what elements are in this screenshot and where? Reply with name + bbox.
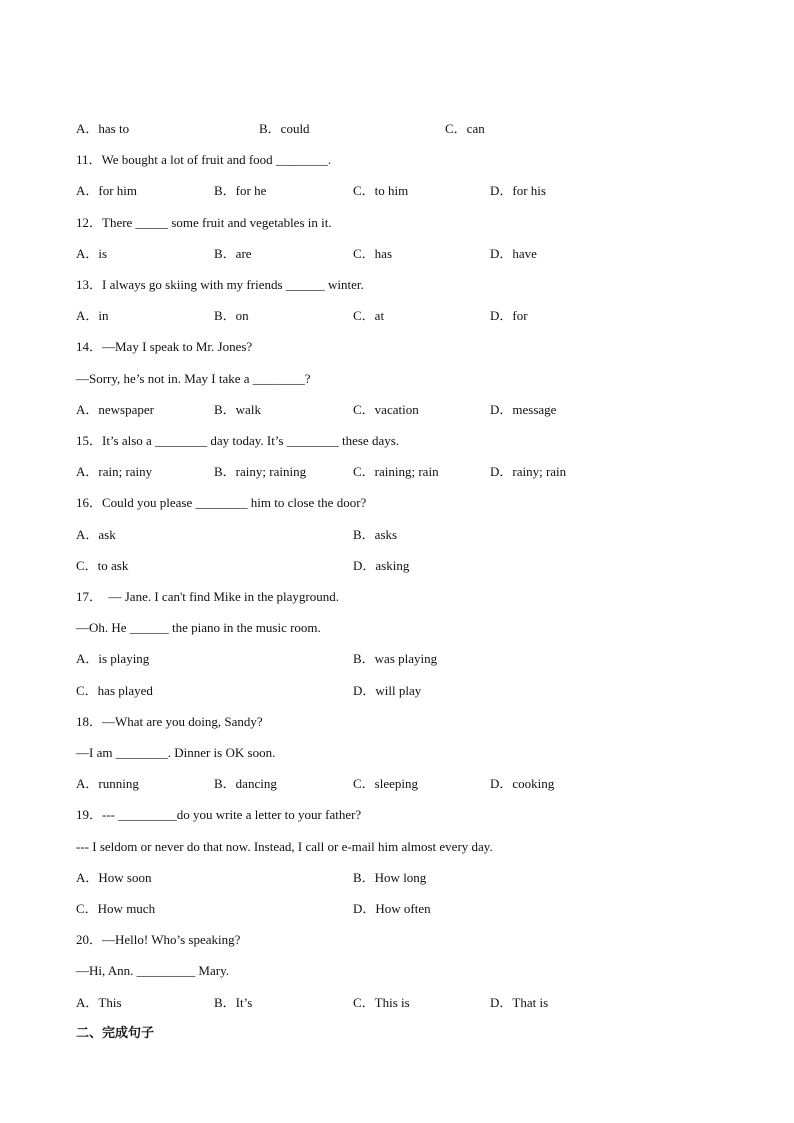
q14-option-a: A．newspaper (76, 402, 154, 417)
q14-stem: 14．—May I speak to Mr. Jones? (76, 339, 253, 354)
q16-option-a: A．ask (76, 527, 116, 542)
q20-stem: 20．—Hello! Who’s speaking? (76, 932, 241, 947)
q18-option-d: D．cooking (490, 776, 555, 791)
q19-option-b: B．How long (353, 870, 427, 885)
q11-option-a: A．for him (76, 183, 138, 198)
q13-option-c: C．at (353, 308, 385, 323)
q11-option-c: C．to him (353, 183, 409, 198)
q15-option-c: C．raining; rain (353, 464, 439, 479)
q12-option-a: A．is (76, 246, 108, 261)
q15-option-a: A．rain; rainy (76, 464, 153, 479)
q12-option-b: B．are (214, 246, 252, 261)
q11-option-d: D．for his (490, 183, 546, 198)
q17-option-a: A．is playing (76, 651, 150, 666)
q19-option-d: D．How often (353, 901, 431, 916)
q17-option-c: C．has played (76, 683, 153, 698)
q18-stem: 18．—What are you doing, Sandy? (76, 714, 263, 729)
q12-option-d: D．have (490, 246, 537, 261)
q20-stem-reply: —Hi, Ann. _________ Mary. (76, 963, 229, 978)
q19-option-c: C．How much (76, 901, 156, 916)
q14-option-c: C．vacation (353, 402, 419, 417)
q10-option-a: A．has to (76, 121, 130, 136)
q20-option-c: C．This is (353, 995, 410, 1010)
q19-stem-reply: --- I seldom or never do that now. Instead, I call or e-mail him almost every day. (76, 839, 493, 854)
q18-option-a: A．running (76, 776, 139, 791)
q19-option-a: A．How soon (76, 870, 152, 885)
q16-stem: 16．Could you please ________ him to close the door? (76, 495, 367, 510)
q20-option-b: B．It’s (214, 995, 253, 1010)
q13-option-d: D．for (490, 308, 528, 323)
q15-option-b: B．rainy; raining (214, 464, 307, 479)
q14-stem-reply: —Sorry, he’s not in. May I take a ________? (76, 371, 311, 386)
q18-stem-reply: —I am ________. Dinner is OK soon. (76, 745, 276, 760)
q16-option-d: D．asking (353, 558, 410, 573)
q15-stem: 15．It’s also a ________ day today. It’s ________ these days. (76, 433, 400, 448)
q14-option-b: B．walk (214, 402, 261, 417)
q15-option-d: D．rainy; rain (490, 464, 567, 479)
q16-option-b: B．asks (353, 527, 398, 542)
q14-option-d: D．message (490, 402, 557, 417)
q18-option-c: C．sleeping (353, 776, 418, 791)
q11-stem: 11．We bought a lot of fruit and food ________. (76, 152, 332, 167)
q20-option-d: D．That is (490, 995, 549, 1010)
q12-option-c: C．has (353, 246, 393, 261)
q13-option-b: B．on (214, 308, 249, 323)
q11-option-b: B．for he (214, 183, 267, 198)
q19-stem: 19．--- _________do you write a letter to your father? (76, 807, 362, 822)
q18-option-b: B．dancing (214, 776, 277, 791)
q17-option-d: D．will play (353, 683, 422, 698)
q13-option-a: A．in (76, 308, 109, 323)
q13-stem: 13．I always go skiing with my friends ______ winter. (76, 277, 364, 292)
section-heading: 二、完成句子 (76, 1026, 155, 1041)
q16-option-c: C．to ask (76, 558, 129, 573)
q20-option-a: A．This (76, 995, 122, 1010)
q10-option-c: C．can (445, 121, 485, 136)
q17-stem-reply: —Oh. He ______ the piano in the music room. (76, 620, 321, 635)
q12-stem: 12．There _____ some fruit and vegetables in it. (76, 215, 332, 230)
q17-stem: 17． — Jane. I can't find Mike in the playground. (76, 589, 340, 604)
q10-option-b: B．could (259, 121, 310, 136)
q17-option-b: B．was playing (353, 651, 438, 666)
